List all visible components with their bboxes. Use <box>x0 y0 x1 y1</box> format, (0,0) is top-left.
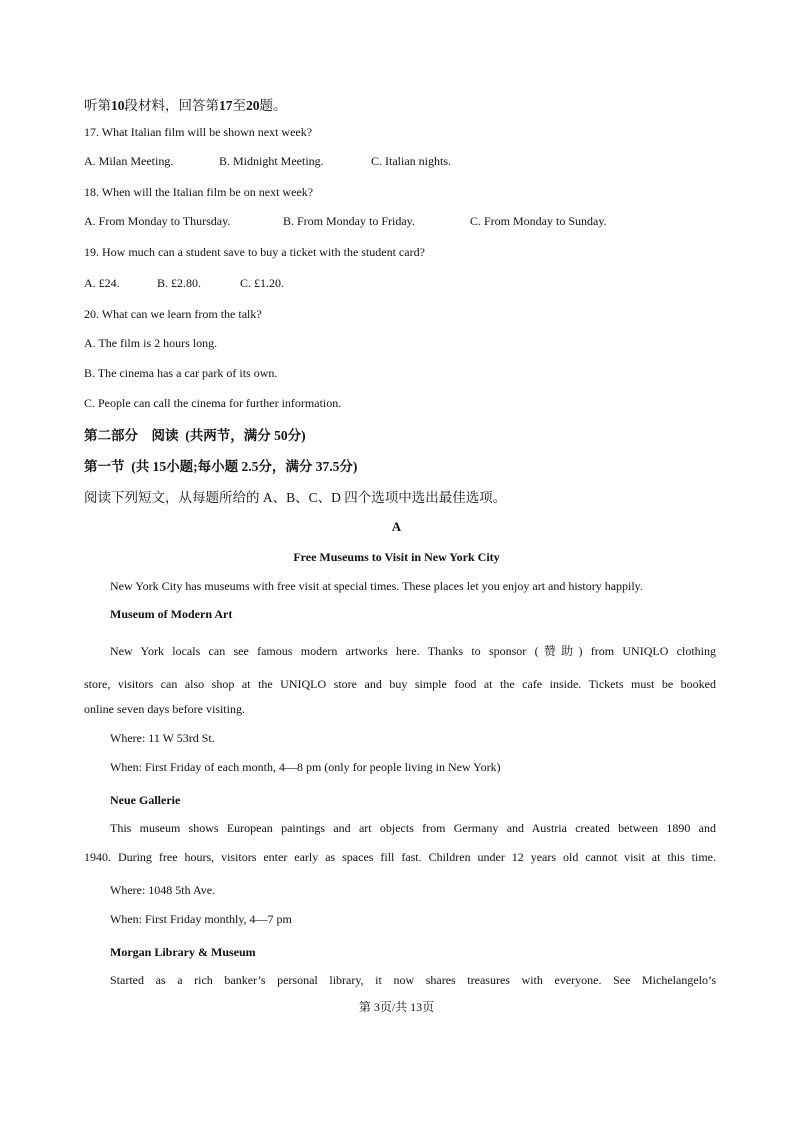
question-20: 20. What can we learn from the talk? <box>84 307 262 321</box>
neue-when: When: First Friday monthly, 4—7 pm <box>110 912 292 926</box>
neue-desc-line1: This museum shows European paintings and art objects from Germany and Austria created between 1890 and <box>110 821 716 835</box>
part-two-title: 第二部分 阅读 (共两节，满分 50分) <box>84 428 306 443</box>
option-20a: A. The film is 2 hours long. <box>84 336 218 350</box>
question-17-options <box>84 153 716 169</box>
option-18b: B. From Monday to Friday. <box>283 214 415 228</box>
option-18c: C. From Monday to Sunday. <box>470 214 607 228</box>
museum-name-neue: Neue Gallerie <box>110 793 181 807</box>
option-20c: C. People can call the cinema for further information. <box>84 396 342 410</box>
museum-name-morgan: Morgan Library & Museum <box>110 945 256 959</box>
option-17b: B. Midnight Meeting. <box>219 154 324 168</box>
option-20b: B. The cinema has a car park of its own. <box>84 366 278 380</box>
question-19-options <box>84 275 716 291</box>
option-18a: A. From Monday to Thursday. <box>84 214 231 228</box>
option-19b: B. £2.80. <box>157 276 202 290</box>
morgan-desc-line1: Started as a rich banker’s personal library, it now shares treasures with everyone. See Michelangelo’s <box>110 973 716 987</box>
neue-desc-line2: 1940. During free hours, visitors enter early as spaces fill fast. Children under 12 years old cannot visit at this time. <box>84 850 716 864</box>
passage-intro: New York City has museums with free visit at special times. These places let you enjoy art and history happily. <box>110 579 643 593</box>
moma-desc-line1: New York locals can see famous modern artworks here. Thanks to sponsor (赞助) from UNIQLO clothing <box>110 644 716 658</box>
passage-title: Free Museums to Visit in New York City <box>293 550 500 564</box>
question-19: 19. How much can a student save to buy a ticket with the student card? <box>84 245 425 259</box>
reading-instruction: 阅读下列短文，从每题所给的 A、B、C、D 四个选项中选出最佳选项。 <box>84 490 507 505</box>
moma-where: Where: 11 W 53rd St. <box>110 731 215 745</box>
option-17c: C. Italian nights. <box>371 154 451 168</box>
question-18: 18. When will the Italian film be on next week? <box>84 185 314 199</box>
option-19a: A. £24. <box>84 276 120 290</box>
listening-heading: 听第10段材料，回答第17至20题。 <box>84 98 287 113</box>
moma-when: When: First Friday of each month, 4—8 pm (only for people living in New York) <box>110 760 501 774</box>
question-17: 17. What Italian film will be shown next week? <box>84 125 313 139</box>
museum-name-moma: Museum of Modern Art <box>110 607 233 621</box>
option-19c: C. £1.20. <box>240 276 285 290</box>
page-number: 第 3页/共 13页 <box>358 1000 435 1014</box>
passage-label: A <box>391 519 402 534</box>
moma-desc-line2: store, visitors can also shop at the UNIQLO store and buy simple food at the cafe inside. Tickets must be booked <box>84 677 716 691</box>
question-18-options <box>84 213 716 229</box>
section-one-title: 第一节 (共 15小题;每小题 2.5分，满分 37.5分) <box>84 459 358 474</box>
option-17a: A. Milan Meeting. <box>84 154 174 168</box>
neue-where: Where: 1048 5th Ave. <box>110 883 216 897</box>
moma-desc-line3: online seven days before visiting. <box>84 702 245 716</box>
